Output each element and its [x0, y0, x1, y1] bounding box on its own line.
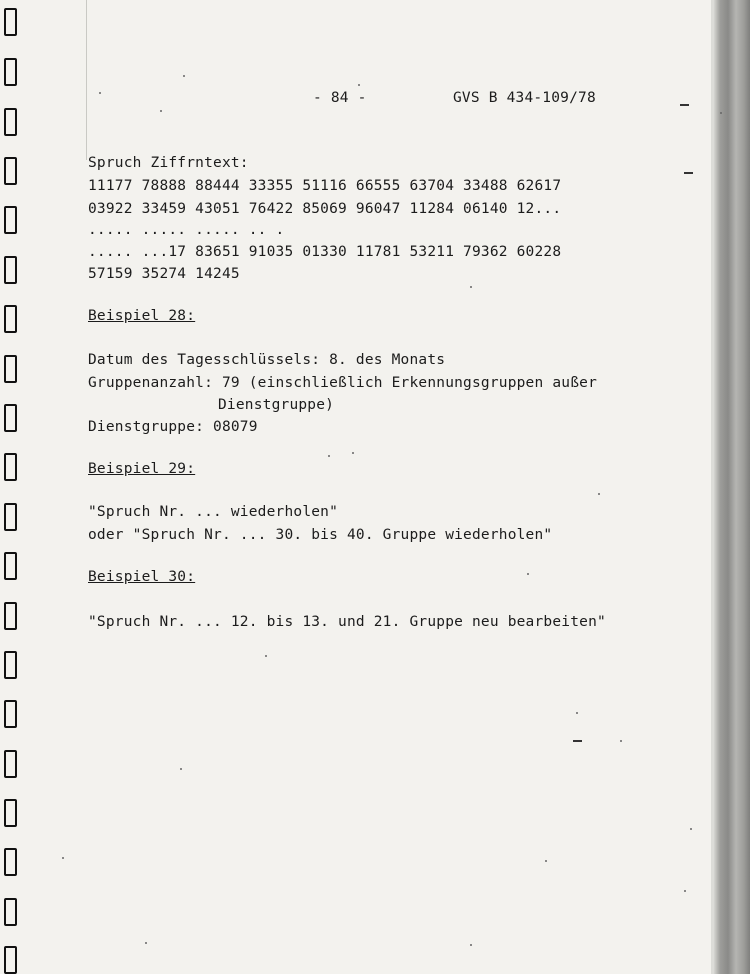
cipher-line: ..... ...17 83651 91035 01330 11781 53211 79362 60228 [88, 244, 562, 260]
scan-speck [180, 768, 182, 770]
binding-hole [4, 8, 17, 36]
binding-hole [4, 206, 17, 234]
example-29-line: "Spruch Nr. ... wiederholen" [88, 504, 339, 520]
scan-speck [470, 286, 472, 288]
cipher-heading: Spruch Ziffrntext: [88, 155, 249, 171]
scan-speck [690, 828, 692, 830]
example-30-line: "Spruch Nr. ... 12. bis 13. und 21. Gruppe neu bearbeiten" [88, 614, 606, 630]
binding-hole [4, 453, 17, 481]
scan-speck [183, 75, 185, 77]
binding-hole [4, 503, 17, 531]
binding-holes [0, 0, 20, 974]
cipher-line: 03922 33459 43051 76422 85069 96047 11284 06140 12... [88, 201, 562, 217]
binding-hole [4, 58, 17, 86]
scan-speck [160, 110, 162, 112]
scan-speck [684, 890, 686, 892]
scan-speck [352, 452, 354, 454]
page-number: - 84 - [313, 90, 367, 106]
scan-speck [720, 112, 722, 114]
scan-mark [680, 104, 689, 106]
binding-hole [4, 305, 17, 333]
example-29-line: oder "Spruch Nr. ... 30. bis 40. Gruppe wiederholen" [88, 527, 553, 543]
scan-mark [684, 172, 693, 174]
binding-hole [4, 651, 17, 679]
binding-hole [4, 602, 17, 630]
scan-speck [527, 573, 529, 575]
scan-speck [265, 655, 267, 657]
binding-hole [4, 946, 17, 974]
binding-hole [4, 157, 17, 185]
scan-speck [145, 942, 147, 944]
scan-speck [62, 857, 64, 859]
fold-line [86, 0, 87, 160]
binding-hole [4, 750, 17, 778]
scan-speck [470, 944, 472, 946]
page-edge-shadow [714, 0, 750, 974]
scan-speck [620, 740, 622, 742]
scan-speck [358, 84, 360, 86]
scan-speck [328, 455, 330, 457]
scan-speck [576, 712, 578, 714]
binding-hole [4, 799, 17, 827]
scan-speck [598, 493, 600, 495]
scan-mark [573, 740, 582, 742]
example-30-heading: Beispiel 30: [88, 569, 196, 585]
binding-hole [4, 848, 17, 876]
binding-hole [4, 108, 17, 136]
binding-hole [4, 404, 17, 432]
example-29-heading: Beispiel 29: [88, 461, 196, 477]
scan-speck [545, 860, 547, 862]
example-28-line: Dienstgruppe: 08079 [88, 419, 258, 435]
cipher-line: ..... ..... ..... .. . [88, 222, 285, 238]
scan-speck [99, 92, 101, 94]
cipher-line: 11177 78888 88444 33355 51116 66555 63704 33488 62617 [88, 178, 562, 194]
binding-hole [4, 700, 17, 728]
binding-hole [4, 355, 17, 383]
document-reference: GVS B 434-109/78 [453, 90, 596, 106]
example-28-line: Dienstgruppe) [218, 397, 335, 413]
example-28-line: Gruppenanzahl: 79 (einschließlich Erkennungsgruppen außer [88, 375, 597, 391]
cipher-line: 57159 35274 14245 [88, 266, 240, 282]
example-28-heading: Beispiel 28: [88, 308, 196, 324]
example-28-line: Datum des Tagesschlüssels: 8. des Monats [88, 352, 446, 368]
binding-hole [4, 898, 17, 926]
binding-hole [4, 552, 17, 580]
binding-hole [4, 256, 17, 284]
